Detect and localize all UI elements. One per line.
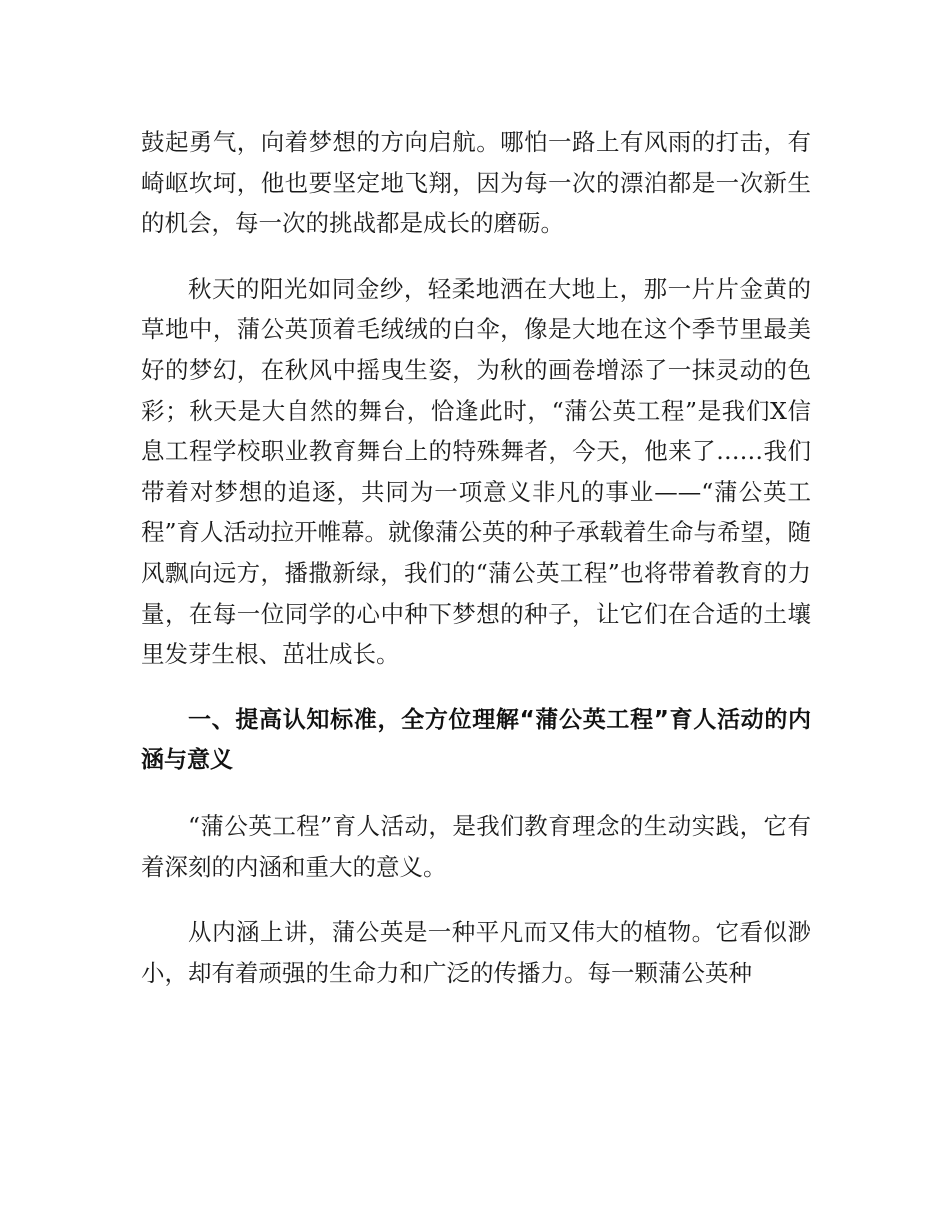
section-heading-1: 一、提高认知标准，全方位理解“蒲公英工程”育人活动的内涵与意义 bbox=[141, 706, 811, 774]
paragraph-autumn-dandelion: 秋天的阳光如同金纱，轻柔地洒在大地上，那一片片金黄的草地中，蒲公英顶着毛绒绒的白伞，像是大地在这个季节里最美好的梦幻，在秋风中摇曳生姿，为秋的画卷增添了一抹灵动的色彩；秋天是大自然的舞台，恰逢此时，“蒲公英工程”是我们X信息工程学校职业教育舞台上的特殊舞者，今天，他来了……我们带着对梦想的追逐，共同为一项意义非凡的事业——“蒲公英工程”育人活动拉开帷幕。就像蒲公英的种子承载着生命与希望，随风飘向远方，播撒新绿，我们的“蒲公英工程”也将带着教育的力量，在每一位同学的心中种下梦想的种子，让它们在合适的土壤里发芽生根、茁壮成长。 bbox=[141, 274, 812, 669]
paragraph-continuation: 鼓起勇气，向着梦想的方向启航。哪怕一路上有风雨的打击，有崎岖坎坷，他也要坚定地飞翔，因为每一次的漂泊都是一次新生的机会，每一次的挑战都是成长的磨砺。 bbox=[141, 128, 811, 238]
paragraph-connotation: 从内涵上讲，蒲公英是一种平凡而又伟大的植物。它看似渺小，却有着顽强的生命力和广泛的传播力。每一颗蒲公英种 bbox=[141, 918, 811, 987]
document-page bbox=[141, 122, 811, 993]
paragraph-activity-intro: “蒲公英工程”育人活动，是我们教育理念的生动实践，它有着深刻的内涵和重大的意义。 bbox=[141, 811, 811, 881]
